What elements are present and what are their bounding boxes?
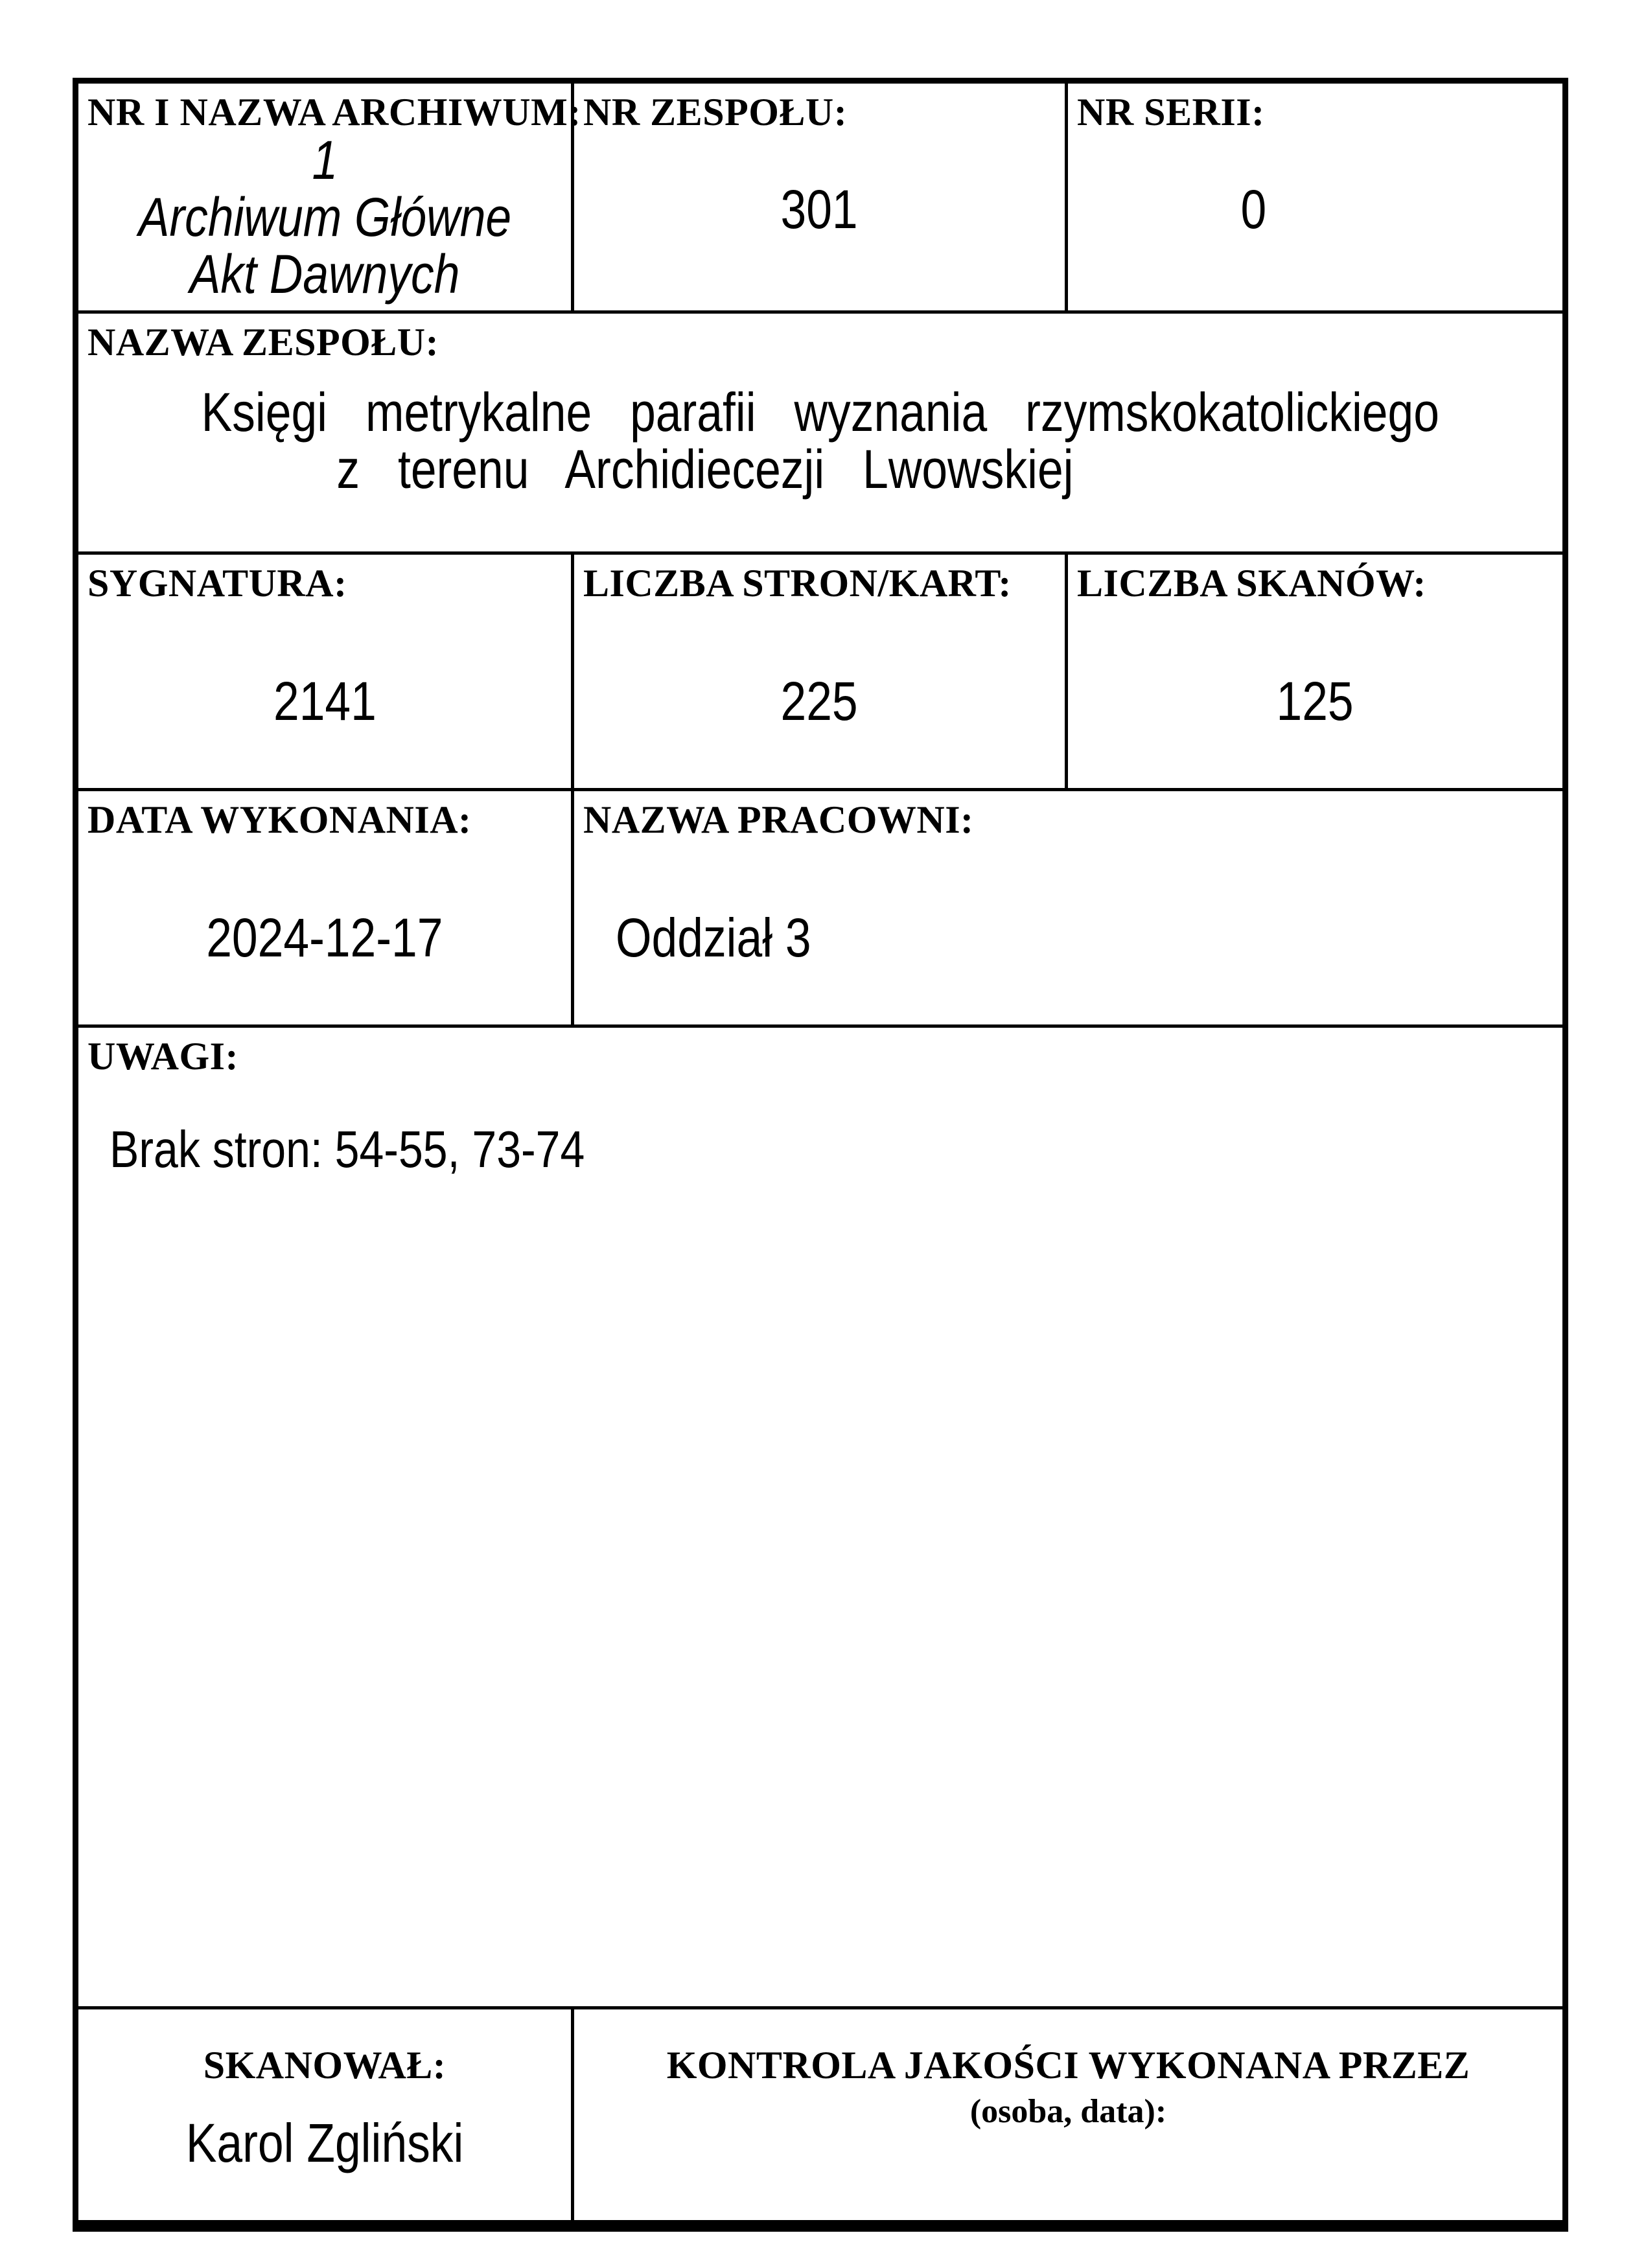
scans-label: LICZBA SKANÓW: bbox=[1077, 562, 1426, 605]
cell-fond-name bbox=[78, 314, 1562, 551]
cell-pages bbox=[574, 555, 1068, 788]
pages-label: LICZBA STRON/KART: bbox=[583, 562, 1012, 605]
archive-label: NR I NAZWA ARCHIWUM: bbox=[87, 91, 581, 133]
scanned-by-value: Karol Zgliński bbox=[185, 2112, 464, 2173]
cell-archive-number-name bbox=[78, 84, 581, 310]
row-execution bbox=[78, 791, 1562, 1028]
cell-scans bbox=[1068, 555, 1562, 788]
scans-value: 125 bbox=[1276, 671, 1354, 732]
quality-control-label: KONTROLA JAKOŚCI WYKONANA PRZEZ bbox=[666, 2044, 1470, 2087]
row-archive bbox=[78, 84, 1562, 314]
scanned-by-label: SKANOWAŁ: bbox=[203, 2044, 446, 2087]
fond-name-label: NAZWA ZESPOŁU: bbox=[87, 321, 439, 364]
pages-value: 225 bbox=[780, 671, 859, 732]
row-details bbox=[78, 555, 1562, 791]
quality-control-sublabel: (osoba, data): bbox=[969, 2093, 1167, 2130]
remarks-value: Brak stron: 54-55, 73-74 bbox=[110, 1120, 585, 1178]
fond-name-line1: Księgi metrykalne parafii wyznania rzymskokatolickiego bbox=[201, 382, 1440, 443]
cell-fond-number bbox=[574, 84, 1068, 310]
cell-execution-date bbox=[78, 791, 574, 1024]
archive-value bbox=[78, 132, 571, 303]
cell-series-number bbox=[1068, 84, 1562, 310]
cell-scanned-by bbox=[78, 2009, 574, 2220]
row-fond-name bbox=[78, 314, 1562, 555]
signature-value: 2141 bbox=[273, 671, 377, 732]
cell-signature bbox=[78, 555, 574, 788]
cell-remarks bbox=[78, 1028, 1562, 2006]
archive-number-value: 1 bbox=[312, 130, 338, 191]
workshop-value: Oddział 3 bbox=[616, 907, 811, 968]
series-value: 0 bbox=[1240, 179, 1267, 240]
fond-number-value: 301 bbox=[780, 179, 859, 240]
archive-name-line2: Akt Dawnych bbox=[189, 244, 460, 305]
remarks-label: UWAGI: bbox=[87, 1035, 239, 1078]
archive-name-line1: Archiwum Główne bbox=[138, 187, 511, 248]
execution-date-value: 2024-12-17 bbox=[206, 907, 443, 968]
series-label: NR SERII: bbox=[1077, 91, 1265, 133]
cell-workshop bbox=[574, 791, 1562, 1024]
cell-quality-control bbox=[574, 2009, 1562, 2220]
archive-metadata-table bbox=[73, 78, 1568, 2232]
fond-name-line2: z terenu Archidiecezji Lwowskiej bbox=[336, 439, 1074, 500]
row-remarks bbox=[78, 1028, 1562, 2009]
workshop-label: NAZWA PRACOWNI: bbox=[583, 798, 974, 841]
execution-date-label: DATA WYKONANIA: bbox=[87, 798, 472, 841]
row-footer bbox=[78, 2009, 1562, 2220]
fond-name-value bbox=[78, 384, 1562, 498]
signature-label: SYGNATURA: bbox=[87, 562, 347, 605]
fond-number-label: NR ZESPOŁU: bbox=[583, 91, 848, 133]
